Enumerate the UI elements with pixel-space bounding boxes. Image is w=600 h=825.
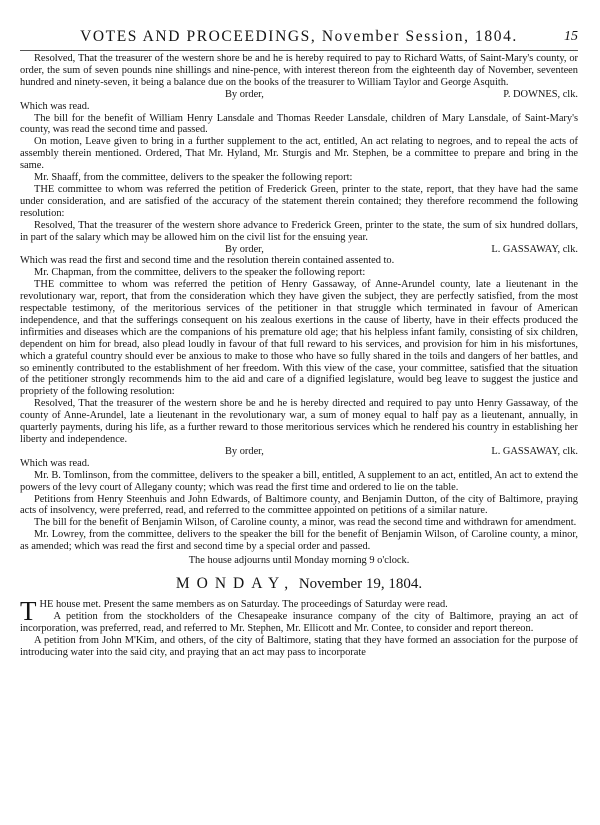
- signature-line: [20, 446, 578, 458]
- paragraph: THE committee to whom was referred the petition of Henry Gassaway, of Anne-Arundel county, late a lieutenant in the revolutionary war, report, that from the consideration which they have given the subject, they are perfectly satisfied, from the most respectable testimony, of the meritorious services of the petitioner in that struggle which terminated in favour of American independence, and that the sufferings consequent on his zealous exertions in the cause of liberty, have in their effects produced the infirmities and diseases which are the companions of his premature old age; that his helpless infant family, consisting of six children, dependent on him for bread, also plead loudly in favour of that full reward to his services, and provision for him in his misfortunes, which a grateful country should ever be anxious to make to those who have so fully shared in the toils and dangers of her battles, and so eminently contributed to the establishment of her freedom. With this view of the case, your committee, satisfied that the situation of the petitioner strongly recommends him to the aid and care of a dignified legislature, would beg leave to suggest the justice and propriety of the following resolution:: [20, 279, 578, 398]
- paragraph: Resolved, That the treasurer of the western shore be and he is hereby directed and required to pay unto Henry Gassaway, of the county of Anne-Arundel, late a lieutenant in the revolutionary war, a sum of money equal to half pay as a lieutenant, annually, in quarterly payments, during his life, as a further reward to those meritorious services which he rendered his country in establishing her liberty and independence.: [20, 398, 578, 445]
- paragraph: A petition from the stockholders of the Chesapeake insurance company of the city of Baltimore, praying an act of incorporation, was preferred, read, and referred to Mr. Stephen, Mr. Ellicott and Mr. Contee, to consider and report thereon.: [20, 610, 578, 634]
- paragraph: THE committee to whom was referred the petition of Frederick Green, printer to the state, report, that they have had the same under consideration, and are satisfied of the accuracy of the statement therein contained; they therefore recommend the following resolution:: [20, 183, 578, 219]
- signature-line: [20, 89, 578, 101]
- paragraph: Mr. Shaaff, from the committee, delivers to the speaker the following report:: [34, 172, 353, 184]
- paragraph: Mr. Chapman, from the committee, delivers to the speaker the following report:: [34, 267, 366, 279]
- clerk-name: P. DOWNES, clk.: [503, 88, 578, 100]
- paragraph: Mr. B. Tomlinson, from the committee, delivers to the speaker a bill, entitled, A supplement to an act, entitled, An act to extend the powers of the levy court of Allegany county; which was read the first time and ordered to lie on the table.: [20, 469, 578, 493]
- header-rule: [20, 50, 578, 51]
- clerk-name: L. GASSAWAY, clk.: [491, 243, 578, 255]
- signature-line: [20, 244, 578, 256]
- day-heading: [20, 575, 578, 593]
- paragraph: Which was read.: [20, 457, 90, 469]
- paragraph: A petition from John M'Kim, and others, of the city of Baltimore, stating that they have formed an association for the purpose of introducing water into the said city, and praying that an act may pass to incorporate: [20, 634, 578, 658]
- paragraph: Resolved, That the treasurer of the western shore be and he is hereby required to pay to Richard Watts, of Saint-Mary's county, or order, the sum of seven pounds nine shillings and nine-pence, with interest thereon from the eighteenth day of November, seventeen hundred and ninety-seven, it being a balance due on the books of the treasurer to William Taylor and George Asquith.: [20, 53, 578, 88]
- paragraph: Resolved, That the treasurer of the western shore advance to Frederick Green, printer to the state, the sum of six hundred dollars, in part of the salary which may be allowed him on the civil list for the ensuing year.: [20, 219, 578, 243]
- body-text: [20, 53, 578, 659]
- running-head: [20, 28, 578, 46]
- adjournment-line: The house adjourns until Monday morning 9 o'clock.: [188, 555, 410, 567]
- paragraph-text: HE house met. Present the same members as on Saturday. The proceedings of Saturday were read.: [39, 598, 448, 610]
- drop-cap: T: [20, 595, 37, 626]
- header-title: VOTES AND PROCEEDINGS, November Session, 1804.: [80, 28, 518, 45]
- day-date: November 19, 1804.: [298, 575, 423, 592]
- paragraph: Petitions from Henry Steenhuis and John Edwards, of Baltimore county, and Benjamin Dutton, of the city of Baltimore, praying acts of insolvency, were preferred, read, and referred to the committee appointed on petitions of a similar nature.: [20, 493, 578, 517]
- clerk-name: L. GASSAWAY, clk.: [491, 445, 578, 457]
- by-order-label: By order,: [225, 88, 264, 100]
- paragraph: Which was read the first and second time and the resolution therein contained assented to.: [20, 255, 395, 267]
- by-order-label: By order,: [225, 445, 264, 457]
- paragraph: The bill for the benefit of Benjamin Wilson, of Caroline county, a minor, was read the second time and withdrawn for amendment.: [34, 517, 577, 529]
- day-name: MONDAY,: [175, 574, 296, 592]
- paragraph: The bill for the benefit of William Henry Lansdale and Thomas Reeder Lansdale, children of Mary Lansdale, of Saint-Mary's county, was read the second time and passed.: [20, 112, 578, 136]
- paragraph: Mr. Lowrey, from the committee, delivers to the speaker the bill for the benefit of Benjamin Wilson, of Caroline county, a minor, as amended; which was read the first and second time by a special order and passed.: [20, 529, 578, 553]
- page-number: 15: [564, 29, 578, 44]
- paragraph: On motion, Leave given to bring in a further supplement to the act, entitled, An act relating to negroes, and to repeal the acts of assembly therein mentioned. Ordered, That Mr. Hyland, Mr. Sturgis and Mr. Stephen, be a committee to prepare and bring in the same.: [20, 136, 578, 172]
- by-order-label: By order,: [225, 243, 264, 255]
- paragraph: Which was read.: [20, 100, 90, 112]
